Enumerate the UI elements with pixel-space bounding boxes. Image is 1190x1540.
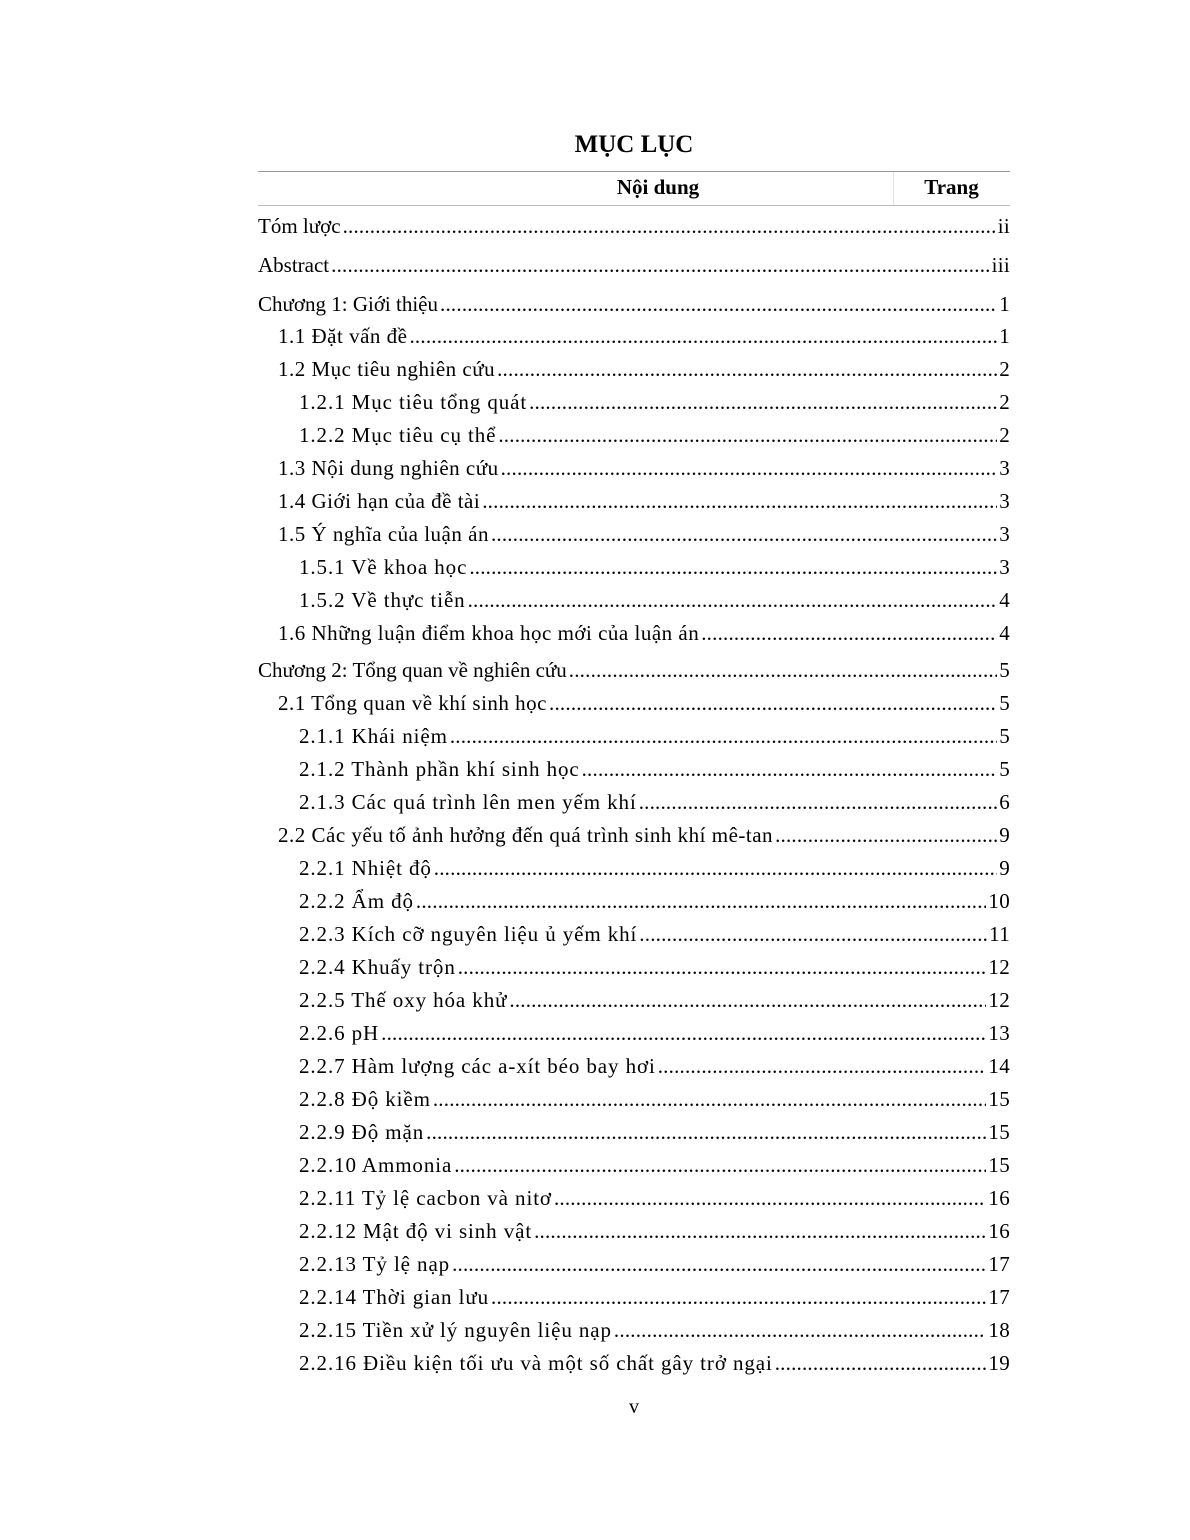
toc-entry-page: iii: [991, 253, 1010, 277]
toc-entry[interactable]: [278, 454, 1010, 482]
toc-entry-page: 3: [999, 489, 1010, 513]
dot-leader: [498, 421, 997, 449]
dot-leader: [381, 1019, 986, 1047]
toc-entry-label: 1.1 Đặt vấn đề: [278, 324, 408, 348]
dot-leader: [416, 887, 986, 915]
toc-entry-label: 2.2.8 Độ kiềm: [299, 1087, 431, 1111]
dot-leader: [343, 212, 996, 240]
toc-entry-page: 2: [999, 390, 1010, 414]
toc-entry-page: 15: [988, 1153, 1010, 1177]
dot-leader: [582, 755, 998, 783]
toc-entry-label: 2.2.12 Mật độ vi sinh vật: [299, 1219, 533, 1243]
toc-entry[interactable]: [299, 986, 1010, 1014]
toc-entry-label: 2.1.2 Thành phần khí sinh học: [299, 757, 580, 781]
toc-entry-label: 1.5.2 Về thực tiễn: [299, 588, 466, 612]
toc-entry-label: 1.5 Ý nghĩa của luận án: [278, 522, 489, 546]
toc-entry-label: Chương 1: Giới thiệu: [258, 292, 439, 316]
dot-leader: [452, 1250, 986, 1278]
dot-leader: [639, 920, 987, 948]
toc-entry-page: 14: [988, 1054, 1010, 1078]
toc-entry-page: 1: [999, 292, 1010, 316]
toc-entry[interactable]: [299, 1316, 1010, 1344]
dot-leader: [440, 290, 997, 318]
toc-entry-label: 2.2.1 Nhiệt độ: [299, 856, 432, 880]
toc-entry-page: 16: [988, 1186, 1010, 1210]
dot-leader: [433, 1085, 987, 1113]
toc-entry-page: 3: [999, 456, 1010, 480]
toc-entry[interactable]: [299, 722, 1010, 750]
dot-leader: [458, 953, 987, 981]
toc-entry[interactable]: [258, 656, 1010, 684]
toc-entry-page: 5: [999, 658, 1010, 682]
toc-entry-page: 18: [988, 1318, 1010, 1342]
toc-entry-page: 17: [988, 1252, 1010, 1276]
toc-entry-page: 2: [999, 423, 1010, 447]
dot-leader: [549, 689, 997, 717]
dot-leader: [426, 1118, 986, 1146]
toc-entry-page: 1: [999, 324, 1010, 348]
toc-entry-label: 2.2.5 Thế oxy hóa khử: [299, 988, 508, 1012]
toc-entry-page: 9: [999, 856, 1010, 880]
header-page-label: Trang: [924, 175, 979, 199]
toc-entry[interactable]: [299, 1019, 1010, 1047]
toc-entry[interactable]: [299, 920, 1010, 948]
toc-entry[interactable]: [299, 1151, 1010, 1179]
toc-entry-label: 2.2.10 Ammonia: [299, 1153, 453, 1177]
toc-entry-label: 2.2.9 Độ mặn: [299, 1120, 425, 1144]
toc-entry[interactable]: [299, 586, 1010, 614]
toc-entry[interactable]: [278, 322, 1010, 350]
toc-entry[interactable]: [299, 421, 1010, 449]
toc-entry-page: 13: [988, 1021, 1010, 1045]
toc-entry[interactable]: [299, 887, 1010, 915]
toc-entry[interactable]: [278, 619, 1010, 647]
toc-entry-page: 12: [988, 955, 1010, 979]
toc-entry-page: 5: [999, 691, 1010, 715]
toc-entry-page: ii: [997, 214, 1010, 238]
toc-entry-label: 2.2.16 Điều kiện tối ưu và một số chất gây trở ngại: [299, 1351, 773, 1375]
toc-entry[interactable]: [299, 1118, 1010, 1146]
page-number: v: [629, 1396, 639, 1418]
dot-leader: [434, 854, 997, 882]
toc-entry-label: 2.2.6 pH: [299, 1021, 380, 1045]
dot-leader: [469, 553, 997, 581]
toc-entry-label: 2.2 Các yếu tố ảnh hưởng đến quá trình sinh khí mê-tan: [278, 823, 774, 847]
toc-entry-page: 5: [999, 757, 1010, 781]
toc-entry[interactable]: [299, 1349, 1010, 1377]
dot-leader: [509, 986, 986, 1014]
toc-entry-page: 12: [988, 988, 1010, 1012]
toc-entry-page: 19: [988, 1351, 1010, 1375]
dot-leader: [491, 1283, 986, 1311]
toc-entry-page: 2: [999, 357, 1010, 381]
toc-entry-label: 2.2.15 Tiền xử lý nguyên liệu nạp: [299, 1318, 612, 1342]
toc-entry-page: 4: [999, 621, 1010, 645]
toc-entry[interactable]: [278, 689, 1010, 717]
dot-leader: [450, 722, 997, 750]
dot-leader: [658, 1052, 987, 1080]
toc-entry-label: 2.2.7 Hàm lượng các a-xít béo bay hơi: [299, 1054, 656, 1078]
toc-entry-label: Tóm lược: [258, 214, 341, 238]
toc-entry[interactable]: [299, 1085, 1010, 1113]
toc-entry-page: 16: [988, 1219, 1010, 1243]
toc-entry-label: 2.2.3 Kích cỡ nguyên liệu ủ yếm khí: [299, 922, 638, 946]
dot-leader: [569, 656, 997, 684]
toc-entry[interactable]: [299, 953, 1010, 981]
toc-entry[interactable]: [299, 1250, 1010, 1278]
dot-leader: [554, 1184, 986, 1212]
toc-entry[interactable]: [299, 553, 1010, 581]
toc-entry-label: 2.2.11 Tỷ lệ cacbon và nitơ: [299, 1186, 552, 1210]
toc-entry[interactable]: [299, 788, 1010, 816]
toc-entry-label: 2.1 Tổng quan về khí sinh học: [278, 691, 548, 715]
dot-leader: [614, 1316, 986, 1344]
dot-leader: [409, 322, 997, 350]
toc-entry-page: 9: [999, 823, 1010, 847]
toc-entry-page: 11: [989, 922, 1010, 946]
toc-entry-page: 6: [999, 790, 1010, 814]
toc-entry[interactable]: [299, 388, 1010, 416]
toc-entry-page: 3: [999, 522, 1010, 546]
toc-entry[interactable]: [278, 487, 1010, 515]
toc-entry[interactable]: [258, 212, 1010, 240]
dot-leader: [454, 1151, 986, 1179]
dot-leader: [639, 788, 998, 816]
toc-entry-label: Abstract: [258, 253, 330, 277]
dot-leader: [331, 251, 989, 279]
dot-leader: [534, 1217, 986, 1245]
toc-entry[interactable]: [299, 854, 1010, 882]
toc-entry-label: 1.5.1 Về khoa học: [299, 555, 468, 579]
dot-leader: [491, 520, 997, 548]
toc-entry[interactable]: [299, 1283, 1010, 1311]
toc-entry-page: 15: [988, 1120, 1010, 1144]
toc-entry-label: 1.2.1 Mục tiêu tổng quát: [299, 390, 528, 414]
toc-entry[interactable]: [278, 821, 1010, 849]
toc-entry-label: 2.2.4 Khuấy trộn: [299, 955, 456, 979]
dot-leader: [501, 454, 998, 482]
toc-entry-page: 10: [988, 889, 1010, 913]
toc-entry[interactable]: [299, 755, 1010, 783]
toc-entry[interactable]: [278, 520, 1010, 548]
dot-leader: [701, 619, 997, 647]
toc-entry-label: 1.3 Nội dung nghiên cứu: [278, 456, 499, 480]
dot-leader: [482, 487, 997, 515]
toc-entry-label: 1.4 Giới hạn của đề tài: [278, 489, 481, 513]
toc-entry-page: 17: [988, 1285, 1010, 1309]
dot-leader: [529, 388, 997, 416]
toc-entry-page: 4: [999, 588, 1010, 612]
toc-entry[interactable]: [258, 290, 1010, 318]
dot-leader: [468, 586, 998, 614]
toc-entry-page: 15: [988, 1087, 1010, 1111]
dot-leader: [775, 1349, 987, 1377]
header-content-label: Nội dung: [616, 175, 700, 199]
toc-entry-label: 2.2.13 Tỷ lệ nạp: [299, 1252, 451, 1276]
toc-entry[interactable]: [278, 355, 1010, 383]
toc-entry[interactable]: [258, 251, 1010, 279]
toc-entry-page: 5: [999, 724, 1010, 748]
page-title: MỤC LỤC: [574, 131, 694, 158]
toc-entry[interactable]: [299, 1052, 1010, 1080]
toc-entry-label: Chương 2: Tổng quan về nghiên cứu: [258, 658, 567, 682]
toc-entry[interactable]: [299, 1217, 1010, 1245]
dot-leader: [497, 355, 997, 383]
toc-entry-label: 1.6 Những luận điểm khoa học mới của luận án: [278, 621, 700, 645]
toc-entry-label: 2.1.1 Khái niệm: [299, 724, 448, 748]
toc-entry-label: 2.2.2 Ẩm độ: [299, 889, 414, 913]
toc-entry-label: 2.2.14 Thời gian lưu: [299, 1285, 490, 1309]
toc-entry[interactable]: [299, 1184, 1010, 1212]
toc-entry-page: 3: [999, 555, 1010, 579]
toc-entry-label: 1.2.2 Mục tiêu cụ thể: [299, 423, 497, 447]
toc-entry-label: 2.1.3 Các quá trình lên men yếm khí: [299, 790, 637, 814]
dot-leader: [775, 821, 997, 849]
toc-entry-label: 1.2 Mục tiêu nghiên cứu: [278, 357, 496, 381]
